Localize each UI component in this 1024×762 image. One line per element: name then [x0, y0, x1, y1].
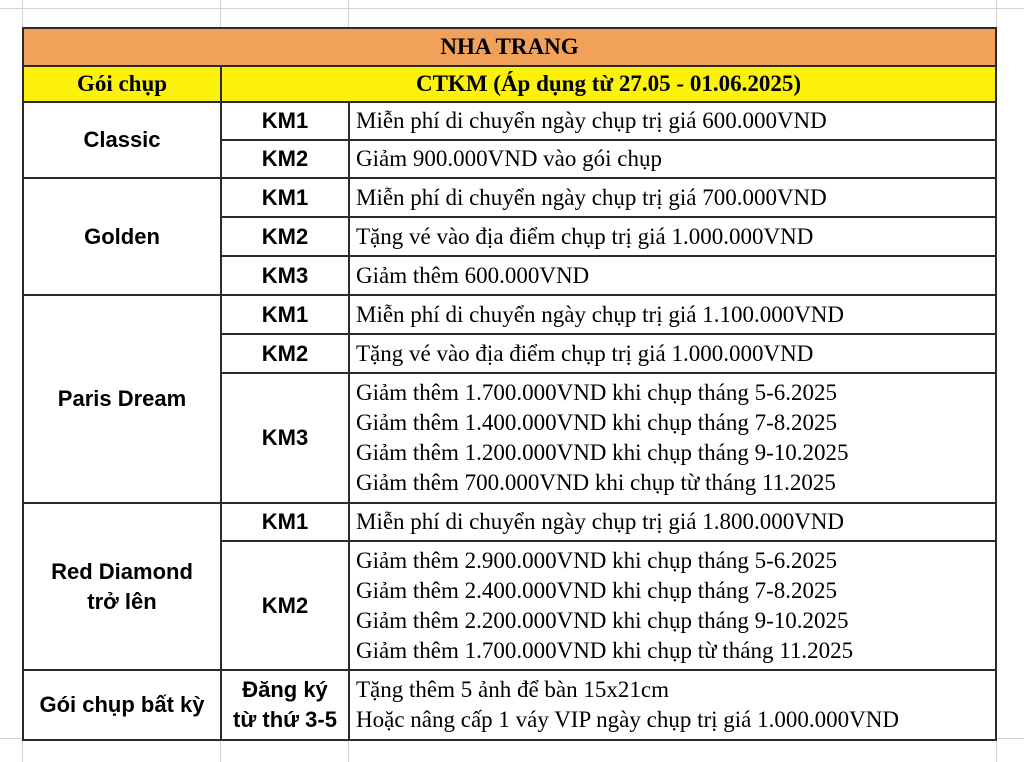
promo-line: Giảm thêm 1.200.000VND khi chụp tháng 9-10.2025 [356, 440, 849, 465]
promo-code[interactable]: KM3 [221, 373, 349, 503]
promo-code[interactable]: KM2 [221, 140, 349, 178]
header-package[interactable]: Gói chụp [23, 66, 221, 102]
promo-code[interactable]: KM1 [221, 102, 349, 140]
promo-condition[interactable] [221, 670, 349, 740]
promo-description[interactable]: Miễn phí di chuyển ngày chụp trị giá 1.100.000VND [349, 295, 996, 334]
promo-line: Giảm thêm 2.200.000VND khi chụp tháng 9-10.2025 [356, 607, 849, 633]
promo-description[interactable] [349, 373, 996, 503]
package-red-diamond[interactable] [23, 503, 221, 670]
promo-table [22, 27, 997, 741]
promo-code[interactable]: KM1 [221, 503, 349, 541]
promo-code[interactable]: KM1 [221, 295, 349, 334]
promo-description[interactable] [349, 541, 996, 670]
promo-code[interactable]: KM1 [221, 178, 349, 217]
package-paris-dream[interactable]: Paris Dream [23, 295, 221, 503]
promo-line: Giảm thêm 1.400.000VND khi chụp tháng 7-8.2025 [356, 410, 838, 435]
promo-description[interactable] [349, 670, 996, 740]
package-name-line: trở lên [87, 588, 157, 614]
promo-description[interactable]: Giảm thêm 600.000VND [349, 256, 996, 295]
promo-line: Tặng thêm 5 ảnh để bàn 15x21cm [356, 677, 669, 702]
condition-line: từ thứ 3-5 [233, 707, 337, 732]
promo-line: Giảm thêm 1.700.000VND khi chụp từ tháng 11.2025 [356, 637, 854, 663]
promo-line: Giảm thêm 2.400.000VND khi chụp tháng 7-8.2025 [356, 577, 838, 603]
package-golden[interactable]: Golden [23, 178, 221, 295]
condition-line: Đăng ký [242, 677, 328, 702]
promo-description[interactable]: Giảm 900.000VND vào gói chụp [349, 140, 996, 178]
promo-description[interactable]: Miễn phí di chuyển ngày chụp trị giá 1.800.000VND [349, 503, 996, 541]
package-name-line: Red Diamond [51, 558, 193, 584]
promo-line: Giảm thêm 2.900.000VND khi chụp tháng 5-6.2025 [356, 547, 838, 573]
promo-code[interactable]: KM2 [221, 217, 349, 256]
promo-code[interactable]: KM2 [221, 334, 349, 373]
package-classic[interactable]: Classic [23, 102, 221, 178]
header-promo[interactable]: CTKM (Áp dụng từ 27.05 - 01.06.2025) [221, 66, 996, 102]
promo-line: Hoặc nâng cấp 1 váy VIP ngày chụp trị giá 1.000.000VND [356, 707, 899, 732]
package-any[interactable]: Gói chụp bất kỳ [23, 670, 221, 740]
promo-description[interactable]: Tặng vé vào địa điểm chụp trị giá 1.000.000VND [349, 334, 996, 373]
promo-line: Giảm thêm 1.700.000VND khi chụp tháng 5-6.2025 [356, 380, 838, 405]
promo-code[interactable]: KM3 [221, 256, 349, 295]
promo-description[interactable]: Tặng vé vào địa điểm chụp trị giá 1.000.000VND [349, 217, 996, 256]
promo-description[interactable]: Miễn phí di chuyển ngày chụp trị giá 600.000VND [349, 102, 996, 140]
table-title[interactable]: NHA TRANG [23, 28, 996, 66]
promo-line: Giảm thêm 700.000VND khi chụp từ tháng 11.2025 [356, 470, 836, 495]
promo-code[interactable]: KM2 [221, 541, 349, 670]
promo-description[interactable]: Miễn phí di chuyển ngày chụp trị giá 700.000VND [349, 178, 996, 217]
